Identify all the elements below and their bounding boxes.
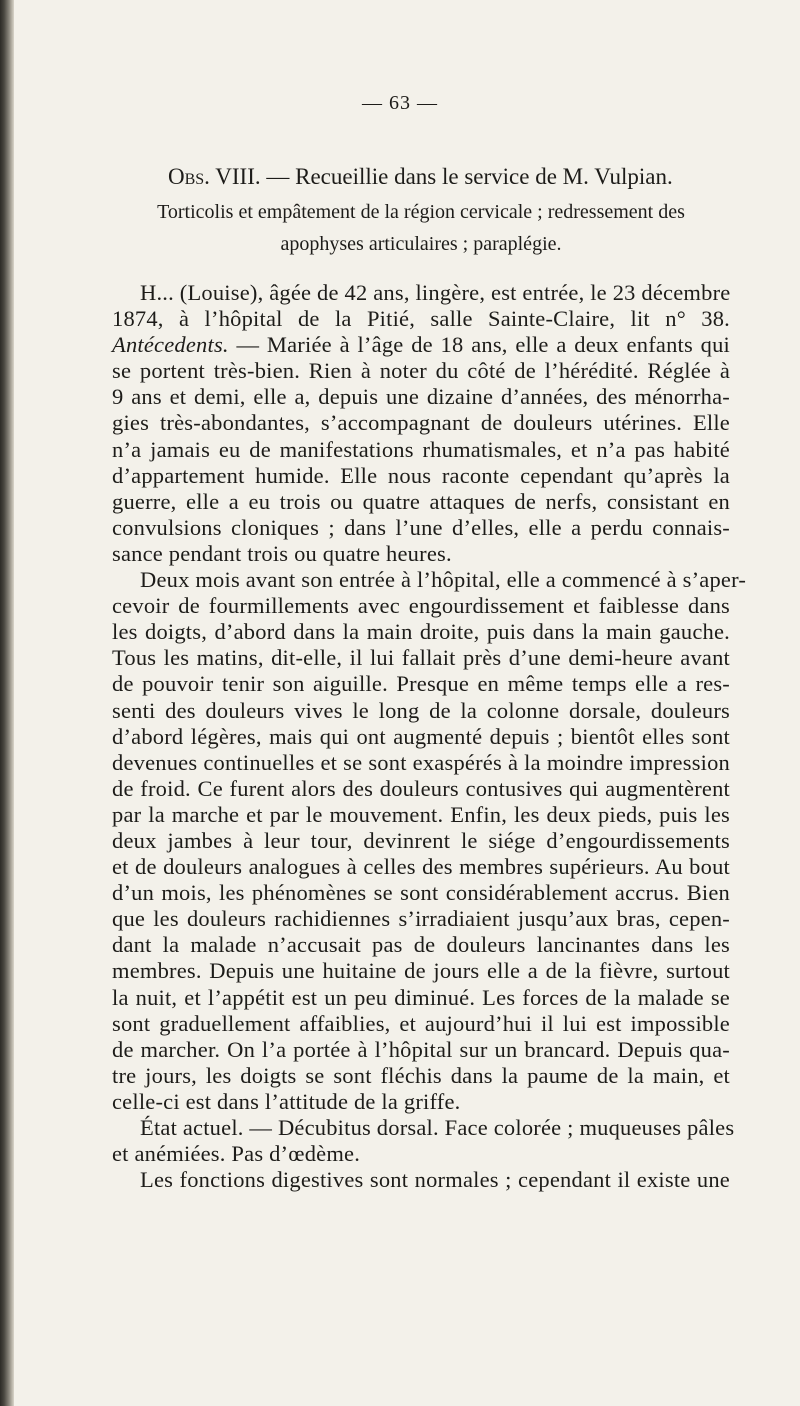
body-line: État actuel. — Décubitus dorsal. Face colorée ; muqueuses pâles xyxy=(140,1115,735,1140)
body-line: d’appartement humide. Elle nous raconte cependant qu’après la xyxy=(112,462,730,488)
body-line: membres. Depuis une huitaine de jours elle a de la fièvre, surtout xyxy=(112,958,730,984)
body-line: gies très-abondantes, s’accompagnant de douleurs utérines. Elle xyxy=(112,410,730,436)
body-line: devenues continuelles et se sont exaspérés à la moindre impression xyxy=(112,749,730,775)
observation-label: Obs. VIII. xyxy=(168,164,261,189)
body-line: 9 ans et demi, elle a, depuis une dizaine d’années, des ménorrha- xyxy=(112,384,730,410)
body-line: sont graduellement affaiblies, et aujourd’hui il lui est impossible xyxy=(112,1010,730,1036)
body-line: celle-ci est dans l’attitude de la griffe. xyxy=(112,1088,461,1114)
body-line: et anémiées. Pas d’œdème. xyxy=(112,1141,361,1167)
body-line: et de douleurs analogues à celles des membres supérieurs. Au bout xyxy=(112,854,730,880)
body-line: Deux mois avant son entrée à l’hôpital, elle a commencé à s’aper- xyxy=(140,567,747,593)
body-line: guerre, elle a eu trois ou quatre attaques de nerfs, consistant en xyxy=(112,488,730,514)
body-line: les doigts, d’abord dans la main droite, puis dans la main gauche. xyxy=(112,619,730,645)
case-body-text xyxy=(112,280,747,1193)
antecedents-label: Antécedents. xyxy=(112,332,229,358)
body-line: que les douleurs rachidiennes s’irradiaient jusqu’aux bras, cepen- xyxy=(112,906,730,932)
body-line: Tous les matins, dit-elle, il lui fallait près d’une demi-heure avant xyxy=(112,645,730,671)
body-line: Les fonctions digestives sont normales ; cependant il existe une xyxy=(140,1167,730,1193)
body-line: de pouvoir tenir son aiguille. Presque en même temps elle a res- xyxy=(112,671,730,697)
observation-title: — Recueillie dans le service de M. Vulpian. xyxy=(266,164,673,189)
body-line: par la marche et par le mouvement. Enfin, les deux pieds, puis les xyxy=(112,801,730,827)
body-line: H... (Louise), âgée de 42 ans, lingère, est entrée, le 23 décembre xyxy=(140,280,731,305)
body-line: sance pendant trois ou quatre heures. xyxy=(112,540,452,566)
body-line-antecedents xyxy=(112,332,730,358)
body-line: n’a jamais eu de manifestations rhumatismales, et n’a pas habité xyxy=(112,436,730,462)
body-line: de froid. Ce furent alors des douleurs contusives qui augmentèrent xyxy=(112,775,730,801)
page-number: — 63 — xyxy=(362,92,438,114)
body-line: 1874, à l’hôpital de la Pitié, salle Sainte-Claire, lit n° 38. xyxy=(112,306,730,332)
body-line: la nuit, et l’appétit est un peu diminué. Les forces de la malade se xyxy=(112,984,730,1010)
body-line: cevoir de fourmillements avec engourdissement et faiblesse dans xyxy=(112,593,730,619)
case-subtitle-line-2: apophyses articulaires ; paraplégie. xyxy=(280,233,562,255)
body-line: d’un mois, les phénomènes se sont considérablement accrus. Bien xyxy=(112,880,730,906)
body-line: convulsions cloniques ; dans l’une d’elles, elle a perdu connais- xyxy=(112,514,730,540)
body-line: tre jours, les doigts se sont fléchis dans la paume de la main, et xyxy=(112,1062,730,1088)
body-line: d’abord légères, mais qui ont augmenté depuis ; bientôt elles sont xyxy=(112,723,730,749)
body-line: deux jambes à leur tour, devinrent le siége d’engourdissements xyxy=(112,827,730,853)
case-subtitle-line-1: Torticolis et empâtement de la région cervicale ; redressement des xyxy=(157,201,685,223)
body-line: de marcher. On l’a portée à l’hôpital sur un brancard. Depuis qua- xyxy=(112,1036,730,1062)
observation-heading xyxy=(168,164,673,190)
body-line: senti des douleurs vives le long de la colonne dorsale, douleurs xyxy=(112,697,730,723)
body-line: dant la malade n’accusait pas de douleurs lancinantes dans les xyxy=(112,932,730,958)
body-line: se portent très-bien. Rien à noter du côté de l’hérédité. Réglée à xyxy=(112,358,730,384)
antecedents-text: — Mariée à l’âge de 18 ans, elle a deux enfants qui xyxy=(236,332,731,358)
